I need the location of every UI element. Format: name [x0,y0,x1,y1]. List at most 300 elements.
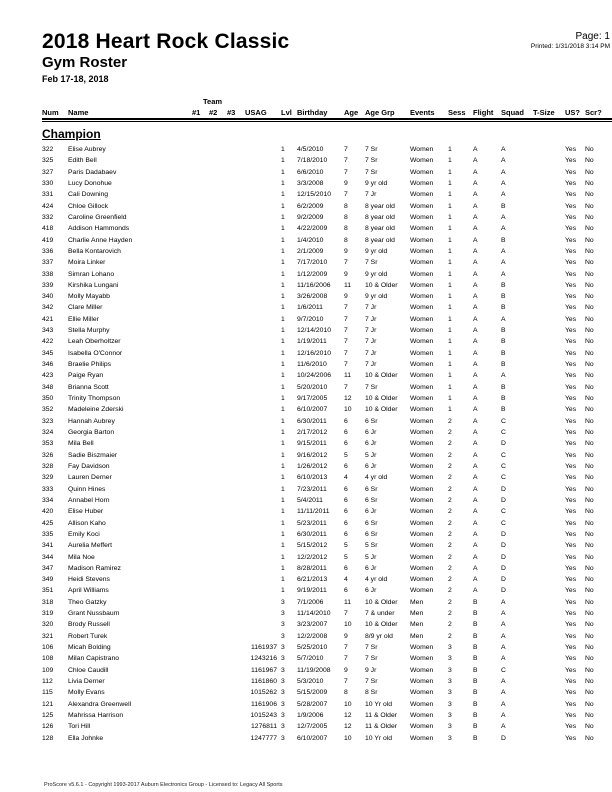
cell-flight: B [473,621,478,629]
cell-age-group: 8 year old [365,236,395,244]
cell-age-group: 7 Jr [365,191,377,199]
cell-squad: D [501,440,506,448]
cell-events: Women [410,564,434,572]
cell-birthday: 9/7/2010 [297,315,324,323]
cell-scratch: No [585,383,594,391]
cell-age: 6 [344,530,348,538]
cell-num: 319 [42,610,54,618]
cell-events: Women [410,225,434,233]
cell-name: Milan Capistrano [68,655,119,663]
cell-us: Yes [565,474,577,482]
cell-age-group: 7 Sr [365,383,378,391]
cell-session: 1 [448,304,452,312]
cell-squad: B [501,349,506,357]
cell-name: Emily Koci [68,530,100,538]
cell-scratch: No [585,576,594,584]
cell-events: Women [410,213,434,221]
cell-name: Hannah Aubrey [68,417,115,425]
cell-level: 1 [281,406,285,414]
cell-age-group: 9 Jr [365,666,377,674]
cell-flight: A [473,372,478,380]
cell-birthday: 5/3/2010 [297,678,324,686]
cell-age: 7 [344,157,348,165]
cell-age: 8 [344,225,348,233]
cell-name: Allison Kaho [68,519,106,527]
cell-name: Leah Oberholtzer [68,338,121,346]
cell-name: Georgia Barton [68,429,115,436]
cell-age-group: 7 Jr [365,349,377,357]
cell-birthday: 4/5/2010 [297,146,324,153]
cell-us: Yes [565,349,577,357]
cell-usag: 1161906 [251,700,277,708]
cell-age: 6 [344,587,348,595]
cell-num: 341 [42,542,54,550]
cell-us: Yes [565,655,577,663]
footer-copyright: ProScore v5.6.1 - Copyright 1993-2017 Auburn Electronics Group - Licensed to: Legacy All Sports [44,782,283,788]
column-header-birthday: Birthday [297,108,328,117]
cell-events: Women [410,712,434,719]
cell-us: Yes [565,621,577,629]
cell-num: 340 [42,293,54,301]
cell-name: Micah Bolding [68,644,111,652]
cell-age-group: 10 & Older [365,406,398,414]
cell-squad: A [501,259,506,267]
cell-events: Women [410,462,434,470]
cell-events: Men [410,621,424,629]
cell-scratch: No [585,666,594,674]
column-header-team1: #1 [192,108,201,117]
cell-scratch: No [585,564,594,572]
cell-name: Grant Nussbaum [68,610,120,618]
cell-flight: A [473,202,478,210]
cell-num: 112 [42,678,53,686]
cell-name: Cali Downing [68,191,109,199]
cell-name: Sadie Biszmaier [68,451,118,459]
cell-birthday: 1/4/2010 [297,236,324,244]
cell-session: 1 [448,179,452,187]
cell-flight: A [473,587,478,595]
cell-flight: A [473,429,478,436]
cell-age: 10 [344,621,352,629]
cell-level: 1 [281,576,285,584]
cell-us: Yes [565,281,577,289]
cell-age-group: 6 Jr [365,508,377,516]
cell-squad: C [501,508,506,516]
cell-squad: C [501,462,506,470]
cell-name: Mahrissa Harrison [68,712,124,719]
cell-level: 1 [281,327,285,335]
cell-session: 1 [448,259,452,267]
cell-scratch: No [585,610,594,618]
cell-flight: A [473,462,478,470]
cell-us: Yes [565,179,577,187]
cell-squad: A [501,247,506,255]
cell-flight: A [473,564,478,572]
cell-usag: 1276811 [251,723,277,731]
cell-age: 7 [344,191,348,199]
cell-us: Yes [565,270,577,278]
cell-level: 1 [281,417,285,425]
cell-level: 1 [281,213,285,221]
cell-us: Yes [565,689,577,697]
cell-us: Yes [565,508,577,516]
cell-birthday: 11/16/2006 [297,281,331,289]
cell-usag: 1243216 [250,655,277,663]
cell-age: 7 [344,146,348,153]
cell-flight: A [473,259,478,267]
cell-level: 1 [281,247,285,255]
cell-birthday: 12/2/2012 [297,553,328,561]
cell-scratch: No [585,621,594,629]
cell-num: 347 [42,564,54,572]
cell-squad: A [501,723,506,731]
cell-age: 7 [344,610,348,618]
cell-name: Brody Russell [68,621,110,629]
cell-us: Yes [565,587,577,595]
cell-events: Women [410,723,434,731]
cell-events: Women [410,270,434,278]
cell-num: 125 [42,712,54,719]
cell-age-group: 10 Yr old [365,700,393,708]
cell-squad: D [501,542,506,550]
cell-birthday: 1/9/2006 [297,712,324,719]
cell-level: 1 [281,157,285,165]
cell-name: Theo Gatzky [68,598,107,606]
column-header-team2: #2 [209,108,218,117]
cell-name: Madeleine Zderski [68,406,124,414]
cell-name: Molly Mayabb [68,293,110,301]
cell-flight: B [473,598,478,606]
cell-flight: A [473,496,478,504]
cell-flight: A [473,349,478,357]
cell-flight: A [473,304,478,312]
cell-num: 334 [42,496,54,504]
cell-age: 5 [344,553,348,561]
cell-us: Yes [565,712,577,719]
cell-squad: D [501,530,506,538]
cell-events: Women [410,542,434,550]
cell-flight: A [473,361,478,369]
cell-scratch: No [585,259,594,267]
page-number: Page: 1 [575,31,610,42]
cell-num: 424 [42,202,54,210]
cell-num: 346 [42,361,54,369]
cell-name: Ella Johnke [68,734,104,742]
cell-session: 2 [448,610,452,618]
cell-events: Women [410,587,434,595]
cell-age: 7 [344,383,348,391]
column-header-us: US? [565,108,580,117]
cell-scratch: No [585,225,594,233]
cell-age-group: 8/9 yr old [365,632,393,640]
cell-scratch: No [585,304,594,312]
cell-name: Paige Ryan [68,372,104,380]
cell-events: Men [410,598,424,606]
cell-scratch: No [585,655,594,663]
cell-flight: A [473,338,478,346]
cell-name: Trinity Thompson [68,395,121,403]
cell-level: 1 [281,315,285,323]
cell-num: 325 [42,157,54,165]
cell-num: 329 [42,474,54,482]
header-rule-thin [42,121,612,122]
cell-session: 3 [448,644,452,652]
cell-age: 5 [344,542,348,550]
cell-events: Men [410,610,424,618]
cell-age-group: 7 Sr [365,644,378,652]
cell-flight: A [473,553,478,561]
cell-name: April Williams [68,587,109,595]
cell-scratch: No [585,361,594,369]
cell-age: 8 [344,236,348,244]
cell-level: 1 [281,270,285,278]
cell-birthday: 6/10/2013 [297,474,328,482]
cell-flight: A [473,146,478,153]
cell-squad: A [501,610,506,618]
cell-events: Women [410,383,434,391]
cell-age: 6 [344,429,348,436]
cell-num: 352 [42,406,54,414]
cell-session: 1 [448,202,452,210]
cell-us: Yes [565,293,577,301]
cell-us: Yes [565,304,577,312]
column-header-age-group: Age Grp [365,108,395,117]
cell-events: Women [410,395,434,403]
cell-birthday: 7/1/2006 [297,598,324,606]
cell-age-group: 6 Sr [365,417,378,425]
cell-birthday: 6/10/2007 [297,406,328,414]
cell-age: 6 [344,462,348,470]
cell-level: 1 [281,508,285,516]
cell-name: Aurelia Meffert [68,542,113,550]
cell-us: Yes [565,440,577,448]
cell-events: Women [410,519,434,527]
cell-num: 318 [42,598,54,606]
cell-squad: A [501,372,506,380]
cell-scratch: No [585,644,594,652]
cell-level: 1 [281,395,285,403]
cell-squad: A [501,315,506,323]
cell-flight: A [473,485,478,493]
cell-level: 1 [281,179,285,187]
cell-events: Women [410,236,434,244]
cell-num: 328 [42,462,54,470]
cell-num: 331 [42,191,54,199]
cell-age: 7 [344,338,348,346]
cell-birthday: 5/15/2012 [297,542,328,550]
cell-flight: A [473,576,478,584]
cell-squad: B [501,338,506,346]
cell-age: 6 [344,564,348,572]
cell-flight: A [473,281,478,289]
cell-age: 7 [344,655,348,663]
cell-flight: A [473,225,478,233]
cell-birthday: 2/1/2009 [297,247,324,255]
cell-scratch: No [585,281,594,289]
cell-us: Yes [565,576,577,584]
cell-age: 10 [344,734,352,742]
column-header-events: Events [410,108,435,117]
cell-events: Women [410,485,434,493]
cell-age: 11 [344,598,352,606]
cell-name: Mila Noe [68,553,95,561]
cell-events: Women [410,429,434,436]
cell-flight: A [473,519,478,527]
cell-age-group: 8 year old [365,213,395,221]
cell-age: 11 [344,372,352,380]
cell-birthday: 5/23/2011 [297,519,327,527]
cell-us: Yes [565,610,577,618]
cell-scratch: No [585,372,594,380]
cell-num: 420 [42,508,54,516]
cell-age: 10 [344,406,352,414]
cell-session: 1 [448,338,452,346]
cell-squad: B [501,406,506,414]
cell-flight: A [473,530,478,538]
cell-level: 1 [281,259,285,267]
cell-num: 330 [42,179,54,187]
cell-session: 2 [448,429,452,436]
cell-num: 326 [42,451,54,459]
cell-session: 1 [448,168,452,176]
cell-scratch: No [585,146,594,153]
cell-birthday: 9/17/2005 [297,395,328,403]
cell-num: 343 [42,327,54,335]
cell-birthday: 3/26/2008 [297,293,328,301]
cell-session: 1 [448,383,452,391]
cell-flight: A [473,327,478,335]
cell-scratch: No [585,349,594,357]
cell-squad: D [501,587,506,595]
cell-session: 3 [448,666,452,674]
cell-age-group: 10 & Older [365,281,398,289]
cell-name: Paris Dadabaev [68,168,117,176]
cell-scratch: No [585,496,594,504]
cell-level: 3 [281,689,285,697]
cell-us: Yes [565,327,577,335]
cell-flight: A [473,451,478,459]
cell-level: 1 [281,519,285,527]
cell-level: 1 [281,496,285,504]
cell-num: 421 [42,315,54,323]
cell-birthday: 1/6/2011 [297,304,323,312]
cell-age-group: 11 & Older [365,712,397,719]
cell-events: Women [410,247,434,255]
cell-usag: 1161937 [251,644,277,652]
cell-level: 3 [281,723,285,731]
cell-session: 2 [448,440,452,448]
cell-flight: A [473,383,478,391]
cell-us: Yes [565,395,577,403]
cell-num: 327 [42,168,54,176]
cell-events: Women [410,678,434,686]
cell-level: 1 [281,372,285,380]
cell-events: Women [410,338,434,346]
cell-squad: A [501,191,506,199]
cell-age-group: 7 Sr [365,168,378,176]
cell-num: 350 [42,395,54,403]
cell-squad: A [501,598,506,606]
cell-session: 2 [448,451,452,459]
cell-birthday: 12/16/2010 [297,349,332,357]
cell-age: 7 [344,259,348,267]
cell-num: 121 [42,700,54,708]
cell-age-group: 10 & Older [365,621,398,629]
cell-age-group: 9 yr old [365,179,388,187]
cell-squad: C [501,417,506,425]
cell-us: Yes [565,485,577,493]
cell-squad: B [501,281,506,289]
cell-events: Women [410,530,434,538]
cell-session: 2 [448,508,452,516]
cell-scratch: No [585,689,594,697]
cell-num: 126 [42,723,54,731]
cell-scratch: No [585,179,594,187]
cell-num: 425 [42,519,54,527]
cell-squad: C [501,451,506,459]
cell-name: Lucy Donohue [68,179,112,187]
cell-num: 351 [42,587,54,595]
cell-level: 1 [281,542,285,550]
column-header-t-size: T-Size [533,108,555,117]
cell-age-group: 7 Jr [365,361,377,369]
cell-birthday: 8/28/2011 [297,564,327,572]
cell-age: 7 [344,678,348,686]
cell-session: 1 [448,247,452,255]
cell-birthday: 3/23/2007 [297,621,328,629]
cell-events: Women [410,179,434,187]
cell-name: Edith Bell [68,157,97,165]
cell-name: Addison Hammonds [68,225,130,233]
cell-usag: 1015243 [250,712,277,719]
cell-scratch: No [585,542,594,550]
cell-name: Charlie Anne Hayden [68,236,133,244]
printed-timestamp: Printed: 1/31/2018 3:14 PM [530,43,610,50]
cell-flight: A [473,395,478,403]
cell-squad: A [501,179,506,187]
cell-squad: B [501,361,506,369]
cell-birthday: 5/7/2010 [297,655,324,663]
cell-session: 1 [448,372,452,380]
cell-level: 3 [281,678,285,686]
cell-num: 339 [42,281,54,289]
cell-age-group: 6 Sr [365,519,378,527]
cell-name: Bella Kontarovich [68,247,121,255]
cell-events: Women [410,361,434,369]
cell-flight: A [473,508,478,516]
cell-scratch: No [585,406,594,414]
cell-age: 9 [344,632,348,640]
cell-us: Yes [565,168,577,176]
cell-squad: D [501,734,506,742]
cell-num: 320 [42,621,54,629]
cell-events: Women [410,146,434,153]
team-column-group-label: Team [203,97,223,106]
cell-age: 12 [344,723,352,731]
cell-scratch: No [585,553,594,561]
cell-events: Women [410,474,434,482]
cell-age: 6 [344,508,348,516]
cell-num: 333 [42,485,54,493]
cell-flight: A [473,542,478,550]
cell-num: 321 [42,632,54,640]
cell-birthday: 9/15/2011 [297,440,327,448]
cell-age-group: 8 year old [365,202,395,210]
cell-us: Yes [565,734,577,742]
cell-level: 1 [281,530,285,538]
cell-level: 3 [281,655,285,663]
cell-scratch: No [585,157,594,165]
